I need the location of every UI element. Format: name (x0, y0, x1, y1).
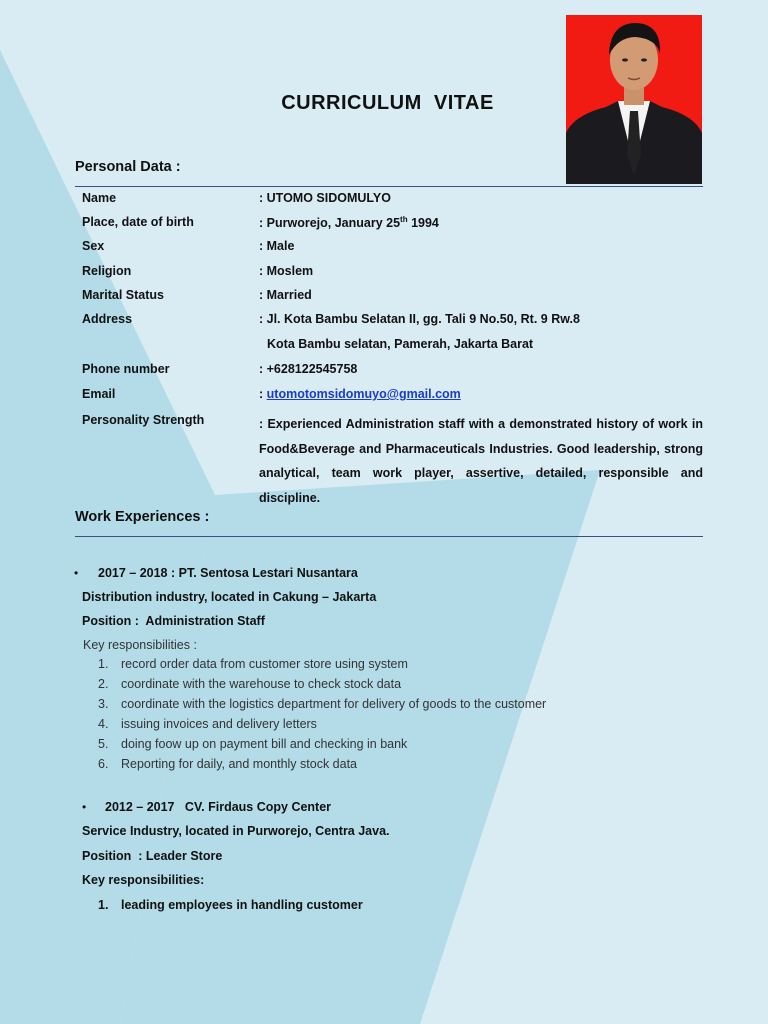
value-marital: : Married (259, 288, 312, 302)
email-link[interactable]: utomotomsidomuyo@gmail.com (266, 387, 461, 401)
value-name: : UTOMO SIDOMULYO (259, 191, 391, 205)
job2-bullet: • (82, 800, 87, 814)
value-strength: : Experienced Administration staff with a demonstrated history of work in Food&Beverage and Pharmaceuticals Industries. Good leadership, strong analytical, team work player, assertive, detailed, responsible and discipline. (259, 417, 703, 505)
job1-key-label: Key responsibilities : (83, 638, 197, 652)
job2-industry: Service Industry, located in Purworejo, Centra Java. (82, 824, 390, 838)
value-email: : utomotomsidomuyo@gmail.com (259, 387, 461, 401)
job1-industry: Distribution industry, located in Cakung – Jakarta (82, 590, 377, 604)
label-strength: Personality Strength (82, 413, 205, 427)
label-marital: Marital Status (82, 288, 164, 302)
label-name: Name (82, 191, 117, 205)
value-address: : Jl. Kota Bambu Selatan II, gg. Tali 9 No.50, Rt. 9 Rw.8 (259, 312, 580, 326)
job1-position: Position : Administration Staff (82, 614, 265, 628)
cv-page: CURRICULUM VITAE Personal Data : Name : UTOMO SIDOMULYO Place, date of birth : Purworejo, January 25th 1994 Sex : Male Religion : Moslem Marital Status : Married Address : Jl. Kota Bambu Selatan II, gg. Tali 9 No.50, Rt. 9 Rw.8 Kota Bambu selatan, Pamerah, Jakarta Barat Phone number : +628122545758 Email : utomotomsidomuyo@gmail.com Personality Strength : Experienced Administration staff with a demonstrated history of work in Food&Beverage and Pharmaceuticals Industries. Good leadership, strong analytical, team work player, assertive, detailed, responsible and discipline. Work Experiences : • 2017 – 2018 : PT. Sentosa Lestari Nusantara Distribution industry, located in Cakung – Jakarta Position : Administration Staff Key responsibilities : 1. record order data from customer store using system 2. coordinate with the warehouse to check stock data 3. coordinate with the logistics department for delivery of goods to the customer 4. issuing invoices and delivery letters 5. doing foow up on payment bill and checking in bank 6. Reporting for daily, and monthly stock data • 2012 – 2017 CV. Firdaus Copy Center Service Industry, located in Purworejo, Centra Java. Position : Leader Store Key responsibilities: 1. leading employees in handling customer (0, 0, 768, 1024)
work-experiences-heading: Work Experiences : (75, 509, 210, 525)
job1-bullet: • (74, 566, 79, 580)
label-phone: Phone number (82, 362, 170, 376)
value-birth: : Purworejo, January 25th 1994 (259, 215, 439, 231)
work-experiences-divider (75, 536, 703, 537)
value-sex: : Male (259, 239, 295, 253)
personal-data-divider (75, 186, 703, 187)
label-address: Address (82, 312, 133, 326)
personal-data-heading: Personal Data : (75, 159, 181, 175)
job2-key-label: Key responsibilities: (82, 873, 205, 887)
job1-header: 2017 – 2018 : PT. Sentosa Lestari Nusantara (98, 566, 358, 580)
document-title: CURRICULUM VITAE (281, 92, 494, 114)
value-address-line2: Kota Bambu selatan, Pamerah, Jakarta Barat (267, 337, 534, 351)
label-religion: Religion (82, 264, 132, 278)
job2-position: Position : Leader Store (82, 849, 223, 863)
job2-header: 2012 – 2017 CV. Firdaus Copy Center (105, 800, 332, 814)
label-sex: Sex (82, 239, 105, 253)
label-birth: Place, date of birth (82, 215, 194, 229)
label-email: Email (82, 387, 116, 401)
value-religion: : Moslem (259, 264, 314, 278)
value-phone: : +628122545758 (259, 362, 358, 376)
